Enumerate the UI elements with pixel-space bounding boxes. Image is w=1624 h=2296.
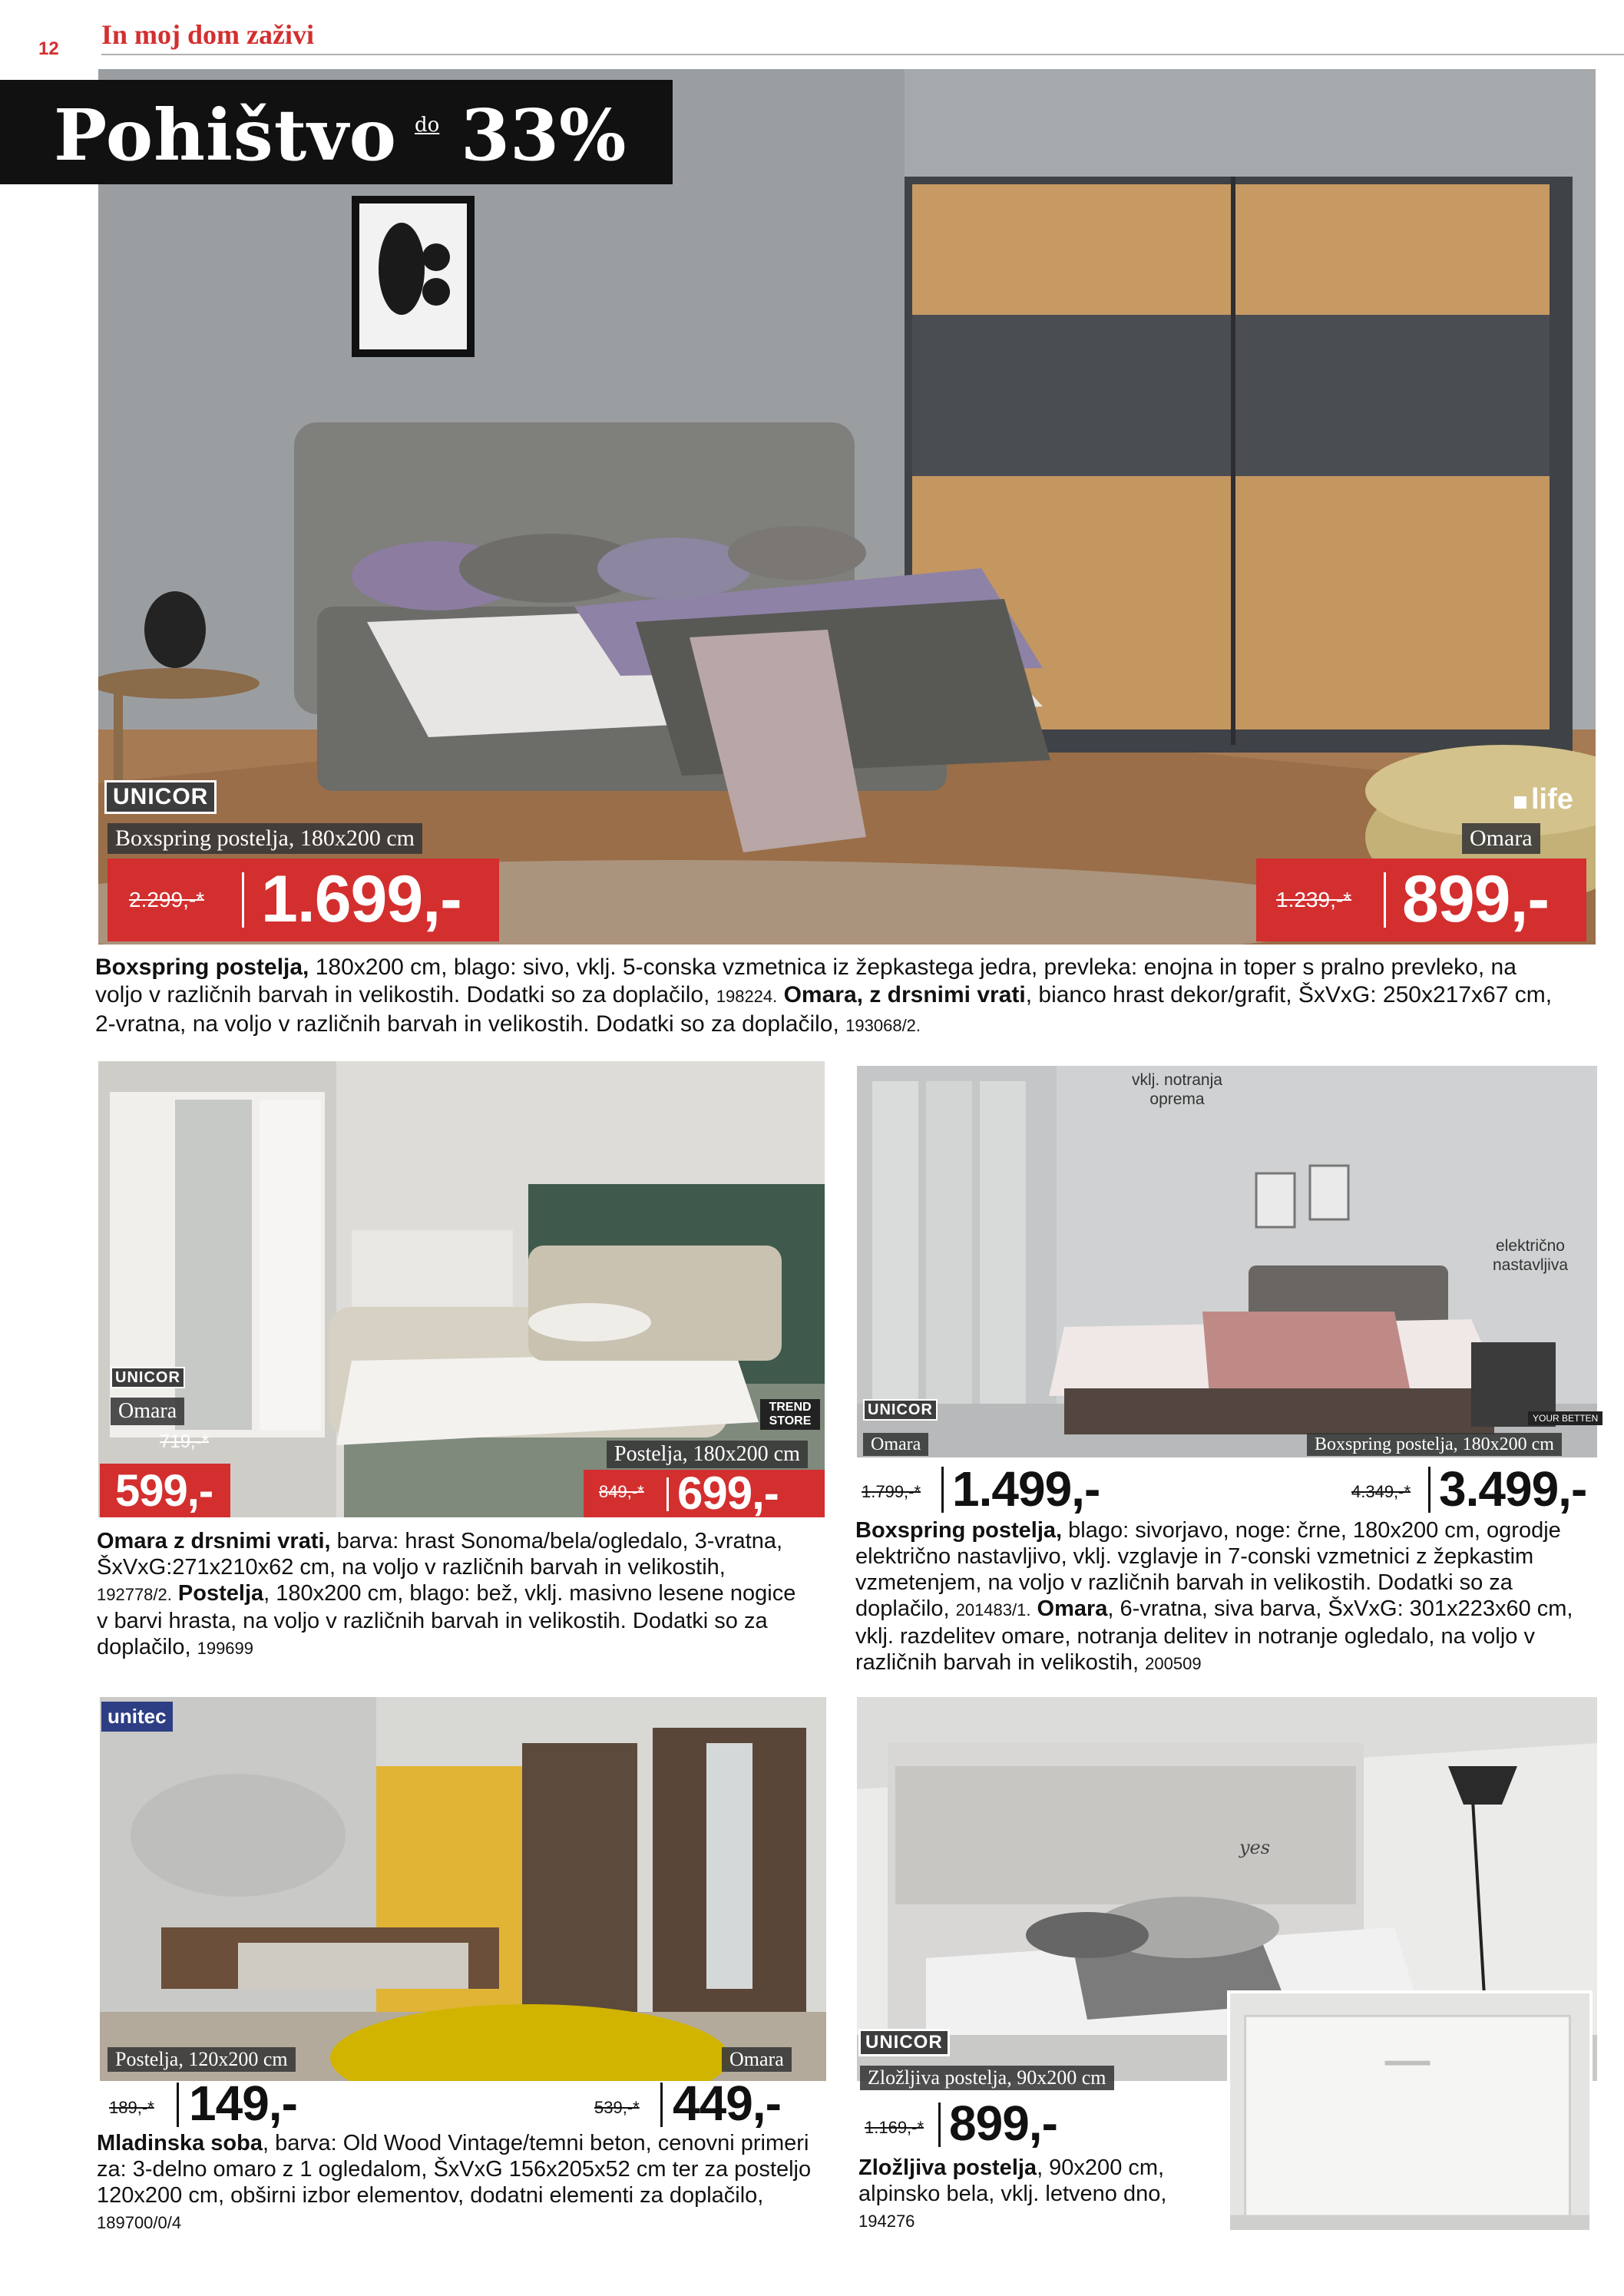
desc-text: blago: sivorjavo, noge: črne, 180x200 cm, ogrodje električno nastavljivo, vklj. vzglavje in 7-conski vzmetnici z žepkastim vzmetenjem, na voljo v različnih barvah in velikostih. Dodatki so za doplačilo, [855, 1518, 1561, 1621]
old-price: 849,-* [599, 1482, 644, 1501]
header-title: In moj dom zaživi [101, 19, 314, 50]
boxspring-grey-bed-label: Boxspring postelja, 180x200 cm [1307, 1433, 1562, 1456]
old-price: 4.349,-* [1351, 1482, 1411, 1501]
banner-word: Pohištvo [54, 94, 398, 177]
new-price: 699,- [677, 1467, 779, 1519]
trend-wardrobe-label: Omara [111, 1398, 184, 1425]
old-price: 1.239,-* [1276, 888, 1352, 911]
desc-bold: Omara z drsnimi vrati, [97, 1529, 331, 1553]
desc-bold: Boxspring postelja, [95, 954, 309, 980]
youth-description [97, 2130, 834, 2236]
trend-bed-label: Postelja, 180x200 cm [607, 1441, 808, 1468]
product-code: 200509 [1145, 1654, 1202, 1673]
desc-text: , barva: Old Wood Vintage/temni beton, cenovni primeri za: 3-delno omaro z 1 ogledalom, ŠxVxG 156x205x52 cm ter za posteljo 120x200 cm, obširni izbor elementov, dodatni elementi za doplačilo, [97, 2131, 812, 2208]
folding-bed-label: Zložljiva postelja, 90x200 cm [860, 2066, 1114, 2090]
desc-bold: Zložljiva postelja [858, 2155, 1037, 2180]
new-price: 449,- [673, 2076, 781, 2131]
desc-bold: Postelja [171, 1581, 264, 1606]
brand-logo-unicor: UNICOR [104, 780, 217, 814]
brand-logo-unicor: UNICOR [863, 1399, 938, 1421]
trend-wardrobe-price-new [100, 1464, 230, 1517]
brand-logo-unitec: unitec [101, 1702, 173, 1732]
folding-bed-closed-inset [1227, 1990, 1593, 2233]
trend-bed-price [584, 1467, 825, 1519]
new-price: 1.699,- [261, 862, 461, 936]
new-price: 899,- [1402, 862, 1550, 936]
brand-logo-life [1514, 783, 1591, 817]
boxspring-grey-description [855, 1517, 1585, 1677]
hero-bed-label: Boxspring postelja, 180x200 cm [107, 823, 422, 854]
banner-percent: 33% [461, 94, 627, 177]
hero-wardrobe-label: Omara [1462, 823, 1540, 854]
product-code: 194276 [858, 2212, 915, 2231]
product-code: 201483/1. [955, 1600, 1031, 1619]
new-price: 899,- [949, 2096, 1057, 2151]
hero-wardrobe-price [1256, 859, 1586, 941]
trend-store-badge: TREND STORE [760, 1399, 820, 1430]
youth-room-photo [100, 1697, 826, 2081]
desc-text: , 90x200 cm, alpinsko bela, vklj. letveno dno, [858, 2155, 1167, 2206]
desc-bold: Omara [1030, 1596, 1108, 1621]
boxspring-grey-bed-price [1336, 1459, 1597, 1520]
product-code: 193068/2. [845, 1016, 921, 1035]
desc-bold: Boxspring postelja, [855, 1518, 1063, 1543]
hero-bed-price [107, 859, 499, 941]
promo-banner [0, 80, 673, 184]
brand-logo-unicor: UNICOR [111, 1367, 185, 1388]
old-price: 719,-* [160, 1431, 210, 1452]
page-number: 12 [38, 38, 59, 59]
brand-life-text: life [1531, 783, 1573, 816]
youth-wardrobe-label: Omara [722, 2047, 792, 2072]
desc-text: , 180x200 cm, blago: bež, vklj. masivno lesene nogice v barvi hrasta, na voljo v različnih barvah in velikostih. Dodatki so za doplačilo, [97, 1581, 796, 1659]
new-price: 599,- [115, 1466, 213, 1516]
brand-logo-unicor: UNICOR [858, 2029, 950, 2056]
youth-bed-price [106, 2076, 336, 2135]
old-price: 1.169,-* [865, 2118, 924, 2137]
pillow-yes-text: yes [1239, 1837, 1271, 1858]
desc-text: 180x200 cm, blago: sivo, vklj. 5-conska vzmetnica iz žepkastega jedra, prevleka: enojna in toper s pralno prevleko, na voljo v različnih barvah in velikostih. Dodatki so za doplačilo, [95, 954, 1517, 1007]
youth-bed-label: Postelja, 120x200 cm [107, 2047, 296, 2072]
product-code: 199699 [197, 1639, 254, 1658]
hero-bedroom-photo [98, 69, 1596, 945]
callout-interior: vklj. notranja oprema [1132, 1071, 1222, 1108]
boxspring-grey-wardrobe-price [858, 1459, 1135, 1520]
old-price: 189,-* [109, 2098, 154, 2117]
header-divider [101, 54, 1624, 55]
folding-bed-price [862, 2096, 1092, 2155]
desc-text: , bianco hrast dekor/grafit, ŠxVxG: 250x217x67 cm, 2-vratna, na voljo v različnih barvah in velikostih. Dodatki so za doplačilo, [95, 982, 1553, 1037]
new-price: 149,- [189, 2076, 297, 2131]
old-price: 2.299,-* [129, 888, 205, 911]
brand-logo-yourbetten: YOUR BETTEN [1528, 1411, 1603, 1425]
product-code: 189700/0/4 [97, 2213, 182, 2232]
youth-wardrobe-price [591, 2076, 822, 2135]
desc-bold: Mladinska soba [97, 2131, 263, 2155]
desc-text: barva: hrast Sonoma/bela/ogledalo, 3-vratna, ŠxVxG:271x210x62 cm, na voljo v različnih barvah in velikostih, [97, 1529, 783, 1580]
folding-description [858, 2155, 1219, 2235]
desc-bold: Omara, z drsnimi vrati [777, 982, 1026, 1007]
new-price: 1.499,- [952, 1461, 1100, 1517]
product-code: 192778/2. [97, 1585, 172, 1604]
desc-text: , 6-vratna, siva barva, ŠxVxG: 301x223x60 cm, vklj. razdelitev omare, notranja delitev in notranje ogledalo, na voljo v različnih barvah in velikostih, [855, 1596, 1573, 1675]
old-price: 1.799,-* [862, 1482, 921, 1501]
old-price: 539,-* [594, 2098, 640, 2117]
hero-description [95, 954, 1554, 1040]
new-price: 3.499,- [1439, 1461, 1587, 1517]
banner-prefix: do [415, 114, 440, 137]
product-code: 198224. [716, 987, 778, 1006]
trend-description [97, 1528, 803, 1662]
boxspring-grey-wardrobe-label: Omara [863, 1433, 928, 1456]
callout-electric: električno nastavljiva [1492, 1237, 1569, 1274]
